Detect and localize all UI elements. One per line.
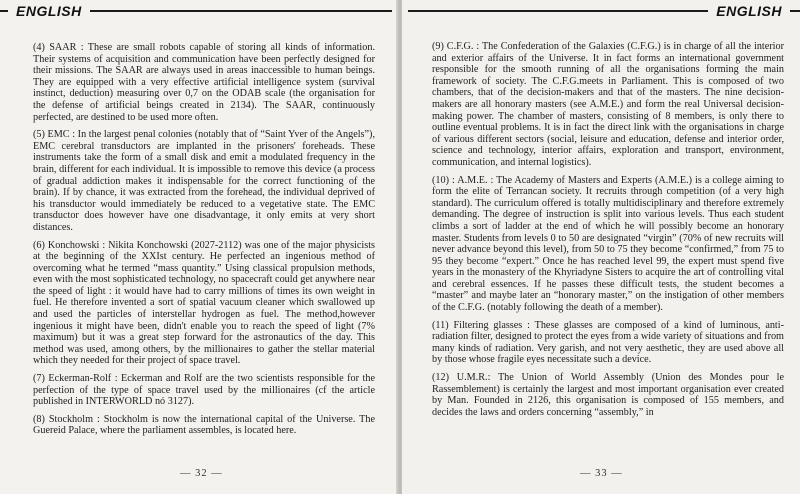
glossary-text (432, 41, 784, 424)
header-title: ENGLISH (716, 3, 782, 19)
header-rule (408, 10, 708, 12)
glossary-entry-stockholm: (8) Stockholm : Stockholm is now the international capital of the Universe. The Guereid Palace, where the parliament assembles, is located here. (33, 413, 375, 437)
glossary-entry-eckerman-rolf: (7) Eckerman-Rolf : Eckerman and Rolf are the two scientists responsible for the perfection of the type of space travel used by the millionaires (cf the article published in INTERWORLD nó 3127). (33, 373, 375, 408)
glossary-text (33, 42, 375, 443)
page-header (402, 3, 800, 19)
header-rule (790, 10, 800, 12)
header-rule (90, 10, 392, 12)
right-page (402, 0, 800, 494)
glossary-entry-filtering-glasses: (11) Filtering glasses : These glasses are composed of a kind of luminous, anti-radiation filter, designed to protect the eyes from a wide variety of situations and from many kinds of radiation. Very garish, and not very aesthetic, they are used above all by those whose fragile eyes necessitate such a device. (432, 319, 784, 366)
glossary-entry-saar: (4) SAAR : These are small robots capable of storing all kinds of information. Their systems of acquisition and communication have been perfectly designed for their missions. The SAAR are always used in areas inaccessible to human beings. They are equipped with a very effective artificial intelligence system (survival instinct, deduction) measuring over 0,7 on the ODAB scale (the organisation for the defense of artificial beings created in 2134). The SAAR, continuously perfected, are destined to be used more often. (33, 42, 375, 123)
glossary-entry-emc: (5) EMC : In the largest penal colonies (notably that of “Saint Yver of the Angels”), EMC cerebral transductors are implanted in the prisoners' foreheads. These instruments take the form of a small disk and emit a modulated frequency in the brain, different for each individual. It is impossible to remove this device (a process of gradual addiction makes it indispensable for the correct functioning of the brain). If by chance, it was extracted from the forehead, the individual deprived of his transductor would immediately be reduced to a vegetative state. The EMC transductor does however have one disadvantage, it only emits at very short distances. (33, 129, 375, 233)
glossary-entry-cfg: (9) C.F.G. : The Confederation of the Galaxies (C.F.G.) is in charge of all the interior and exterior affairs of the Universe. It in fact forms an international government responsible for the smooth running of all the organisations forming the main framework of society. The C.F.G.meets in Parliament. This is composed of two chambers, that of the decision-makers and that of the masters. The nine decision-makers are all honorary masters (see A.M.E.) and form the real Universal decision-making power. The chamber of masters, consisting of 8 members, is only there to outline eventual problems. It is in fact the direct link with the organisations in charge of various different sectors (social, leisure and education, defense and interior order, science and technology, interior affairs, exploration and transport, environment, communication, and internal logistics). (432, 41, 784, 168)
page-number: — 33 — (580, 468, 623, 479)
glossary-entry-ame: (10) : A.M.E. : The Academy of Masters and Experts (A.M.E.) is a college aiming to form the elite of Terrancan society. It recruits through competition (of a very high standard). The curriculum offered is totally multidisciplinary and therefore extremely demanding. The degree of instruction is split into various levels. Thus each student climbs a sort of ladder at the end of which he will possibly become an honorary master. Students from levels 0 to 50 are designated “virgin” (70% of new recruits will never advance beyond this level), from 50 to 75 they become “confirmed,” from 75 to 95 they become “expert.” Once he has reached level 99, the expert must spend five years in the monastery of the Khyriadyne Sisters to acquire the art of controlling vital and cerebral essences. If he passes these difficult tests, the student becomes a “master” and maybe later an “honorary master,” on the instigation of other members of the C.F.G. (notably following the death of a member). (432, 174, 784, 314)
left-page (0, 0, 398, 494)
glossary-entry-konchowski: (6) Konchowski : Nikita Konchowski (2027-2112) was one of the major physicists at the beginning of the XXIst century. He perfected an ingenious method of overcoming what he termed “mass quantity.” Using classical propulsion methods, even with the most sophisticated technology, no spacecraft could get anywhere near the speed of light : it would have had to carry millions of times its own weight in fuel. He therefore invented a sort of spatial vacuum cleaner which swallowed up and used the particles of interstellar hydrogen as fuel. The method,however ingenious it might have been, didn't enable you to reach the speed of light (7% maximum) but it was a great step forward for the astronautics of the day. This method was used, among others, by the millionaires to gather the stellar material which they needed for their project of space travel. (33, 239, 375, 367)
header-rule (0, 10, 8, 12)
glossary-entry-umr: (12) U.M.R.: The Union of World Assembly (Union des Mondes pour le Rassemblement) is certainly the largest and most important organisation ever created by Man. Founded in 2126, this organisation is composed of 155 members, and decides the laws and orders concerning “assembly,” in (432, 372, 784, 418)
page-number: — 32 — (180, 468, 223, 479)
header-title: ENGLISH (16, 3, 82, 19)
page-header (0, 3, 398, 19)
